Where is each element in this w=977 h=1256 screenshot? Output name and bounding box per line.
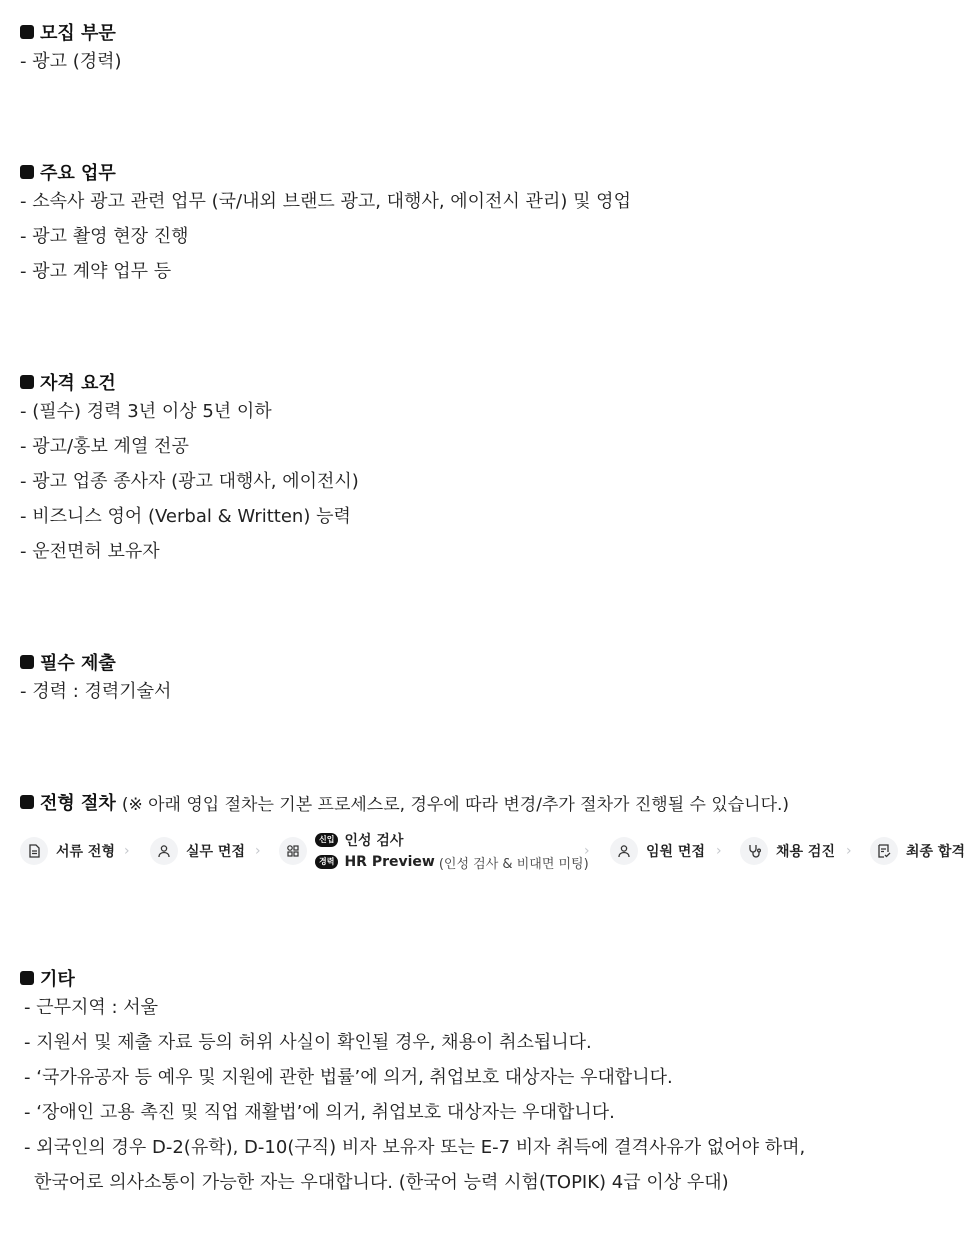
stethoscope-icon	[740, 837, 768, 865]
process-step-medical	[740, 826, 835, 876]
step-sublabel: (인성 검사 & 비대면 미팅)	[438, 856, 589, 872]
step-label: 채용 검진	[776, 844, 835, 860]
list-item: - 광고/홍보 계열 전공	[20, 436, 189, 457]
section-qualifications	[20, 370, 359, 569]
list-item: - 운전면허 보유자	[20, 541, 160, 562]
step-label: 임원 면접	[646, 844, 705, 860]
step-label: HR Preview	[344, 854, 435, 870]
bullet-square-icon	[20, 165, 34, 179]
assessment-row-new	[315, 829, 589, 851]
process-step-executive-interview	[610, 826, 705, 876]
tag-badge: 경력	[315, 855, 338, 869]
step-label: 실무 면접	[186, 844, 245, 860]
section-title: 모집 부문	[40, 23, 116, 44]
section-title: 기타	[40, 969, 75, 990]
grid-icon	[279, 837, 307, 865]
bullet-square-icon	[20, 655, 34, 669]
bullet-square-icon	[20, 795, 34, 809]
list-item: - 광고 업종 종사자 (광고 대행사, 에이전시)	[20, 471, 359, 492]
process-step-document	[20, 826, 115, 876]
section-heading	[20, 160, 631, 184]
section-heading	[20, 20, 122, 44]
list-item: - 비즈니스 영어 (Verbal & Written) 능력	[20, 506, 351, 527]
section-heading	[20, 370, 359, 394]
section-process	[20, 790, 789, 814]
chevron-right-icon: ›	[584, 843, 590, 859]
step-label: 인성 검사	[344, 833, 404, 849]
list-item: - 근무지역 : 서울	[24, 997, 159, 1018]
list-item: - 광고 계약 업무 등	[20, 261, 172, 282]
section-heading	[20, 650, 171, 674]
list-item: - 외국인의 경우 D-2(유학), D-10(구직) 비자 보유자 또는 E-7 비자 취득에 결격사유가 없어야 하며,	[24, 1137, 806, 1158]
section-duties	[20, 160, 631, 289]
tag-badge: 신입	[315, 833, 338, 847]
assessment-detail	[315, 829, 589, 873]
list-item: - 광고 촬영 현장 진행	[20, 226, 189, 247]
document-icon	[20, 837, 48, 865]
list-item: - (필수) 경력 3년 이상 5년 이하	[20, 401, 272, 422]
process-step-interview	[150, 826, 245, 876]
list-item: - 광고 (경력)	[20, 51, 122, 72]
process-step-final	[870, 826, 965, 876]
section-title: 자격 요건	[40, 373, 116, 394]
process-step-assessment	[279, 826, 589, 876]
step-label: 최종 합격	[906, 844, 965, 860]
bullet-square-icon	[20, 375, 34, 389]
list-item-continuation: 한국어로 의사소통이 가능한 자는 우대합니다. (한국어 능력 시험(TOPIK) 4급 이상 우대)	[34, 1172, 729, 1193]
section-title: 주요 업무	[40, 163, 116, 184]
list-item: - 지원서 및 제출 자료 등의 허위 사실이 확인될 경우, 채용이 취소됩니다.	[24, 1032, 592, 1053]
chevron-right-icon: ›	[124, 843, 130, 859]
list-item: - 경력 : 경력기술서	[20, 681, 172, 702]
section-submission	[20, 650, 171, 709]
assessment-row-experienced	[315, 851, 589, 873]
chevron-right-icon: ›	[255, 843, 261, 859]
list-item: - ‘국가유공자 등 예우 및 지원에 관한 법률’에 의거, 취업보호 대상자는 우대합니다.	[24, 1067, 673, 1088]
section-etc	[20, 966, 805, 1200]
bullet-square-icon	[20, 971, 34, 985]
section-title: 필수 제출	[40, 653, 116, 674]
process-steps	[20, 826, 977, 876]
section-heading	[20, 790, 789, 814]
chevron-right-icon: ›	[846, 843, 852, 859]
chevron-right-icon: ›	[716, 843, 722, 859]
checklist-icon	[870, 837, 898, 865]
person-icon	[150, 837, 178, 865]
section-heading	[20, 966, 805, 990]
bullet-square-icon	[20, 25, 34, 39]
person-icon	[610, 837, 638, 865]
section-recruit	[20, 20, 122, 79]
step-label: 서류 전형	[56, 844, 115, 860]
list-item: - 소속사 광고 관련 업무 (국/내외 브랜드 광고, 대행사, 에이전시 관리) 및 영업	[20, 191, 631, 212]
section-title: 전형 절차	[40, 793, 116, 814]
process-note: (※ 아래 영입 절차는 기본 프로세스로, 경우에 따라 변경/추가 절차가 진행될 수 있습니다.)	[121, 794, 790, 815]
list-item: - ‘장애인 고용 촉진 및 직업 재활법’에 의거, 취업보호 대상자는 우대합니다.	[24, 1102, 615, 1123]
